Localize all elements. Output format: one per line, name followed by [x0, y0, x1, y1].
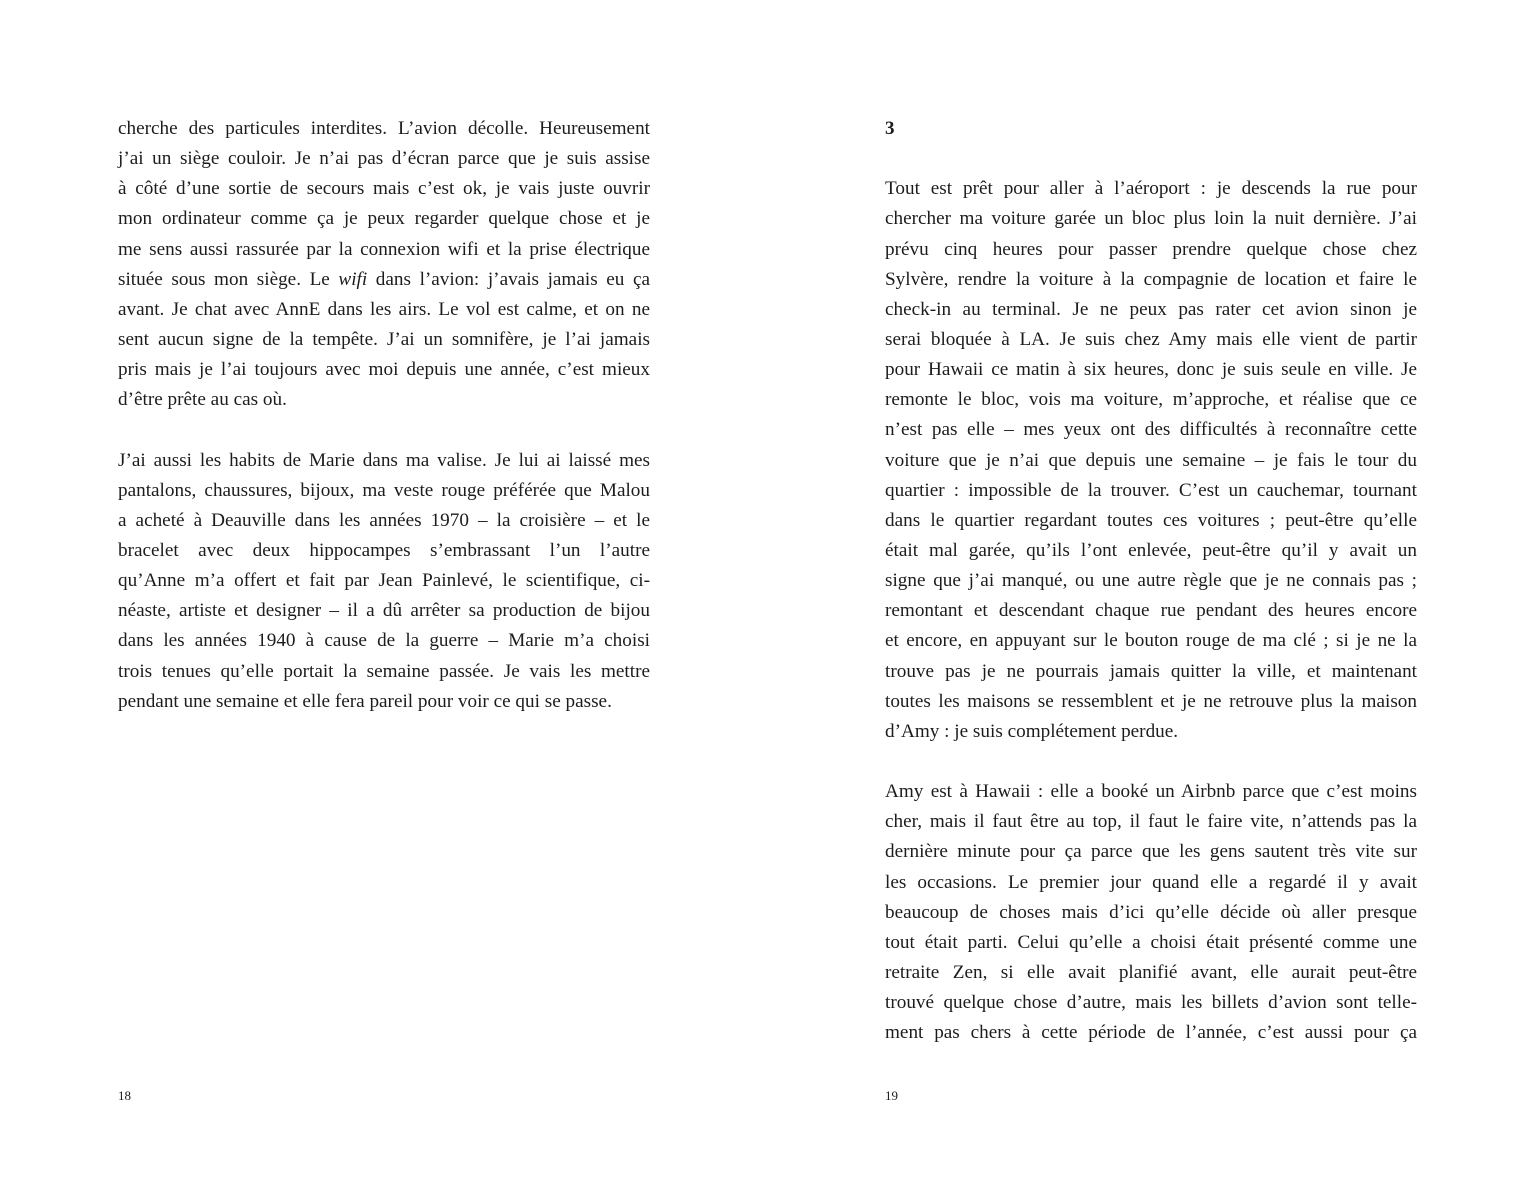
text-line: d’être prête au cas où.: [118, 389, 287, 411]
text-line: n’est pas elle – mes yeux ont des difficultés à reconnaître cette: [885, 419, 1417, 441]
paragraph-gap: [885, 144, 1417, 174]
text-line: dans le quartier regardant toutes ces voitures ; peut-être qu’elle: [885, 509, 1417, 531]
text-line: dernière minute pour ça parce que les gens sautent très vite sur: [885, 841, 1417, 863]
paragraph: [885, 777, 1417, 1048]
text-line: sent aucun signe de la tempête. J’ai un somnifère, je l’ai jamais: [118, 328, 650, 350]
paragraph: [885, 174, 1417, 747]
text-line: trouvé quelque chose d’autre, mais les billets d’avion sont telle-: [885, 992, 1417, 1014]
text-line: beaucoup de choses mais d’ici qu’elle décide où aller presque: [885, 901, 1417, 923]
text-line: signe que j’ai manqué, ou une autre règle que je ne connais pas ;: [885, 570, 1417, 592]
text-line: quartier : impossible de la trouver. C’est un cauchemar, tournant: [885, 479, 1417, 501]
text-line: bracelet avec deux hippocampes s’embrassant l’un l’autre: [118, 539, 650, 561]
text-line: check-in au terminal. Je ne peux pas rater cet avion sinon je: [885, 298, 1417, 320]
text-line: Sylvère, rendre la voiture à la compagnie de location et faire le: [885, 268, 1417, 290]
text-line: j’ai un siège couloir. Je n’ai pas d’écran parce que je suis assise: [118, 148, 650, 170]
text-line: retraite Zen, si elle avait planifié avant, elle aurait peut-être: [885, 961, 1417, 983]
text-line: pour Hawaii ce matin à six heures, donc je suis seule en ville. Je: [885, 359, 1417, 381]
text-line: serai bloquée à LA. Je suis chez Amy mais elle vient de partir: [885, 328, 1417, 350]
text-line: les occasions. Le premier jour quand elle a regardé il y avait: [885, 871, 1417, 893]
text-line: à côté d’une sortie de secours mais c’est ok, je vais juste ouvrir: [118, 178, 650, 200]
text-segment: située sous mon siège. Le: [118, 268, 339, 290]
paragraph-gap: [118, 415, 650, 445]
text-line: pris mais je l’ai toujours avec moi depuis une année, c’est mieux: [118, 359, 650, 381]
page-number: 18: [118, 1088, 131, 1103]
paragraph: [118, 446, 650, 717]
paragraph: [118, 114, 650, 415]
text-line: prévu cinq heures pour passer prendre quelque chose chez: [885, 238, 1417, 260]
text-line: Tout est prêt pour aller à l’aéroport : je descends la rue pour: [885, 178, 1417, 200]
text-line: chercher ma voiture garée un bloc plus loin la nuit dernière. J’ai: [885, 208, 1417, 230]
text-line: pendant une semaine et elle fera pareil pour voir ce qui se passe.: [118, 690, 612, 712]
text-line: cher, mais il faut être au top, il faut le faire vite, n’attends pas la: [885, 811, 1417, 833]
text-line: remonte le bloc, vois ma voiture, m’approche, et réalise que ce: [885, 389, 1417, 411]
paragraph-gap: [885, 747, 1417, 777]
text-line: était mal garée, qu’ils l’ont enlevée, peut-être qu’il y avait un: [885, 539, 1417, 561]
text-line: dans les années 1940 à cause de la guerre – Marie m’a choisi: [118, 630, 650, 652]
text-line: mon ordinateur comme ça je peux regarder quelque chose et je: [118, 208, 650, 230]
text-line: me sens aussi rassurée par la connexion wifi et la prise électrique: [118, 238, 650, 260]
text-line: ment pas chers à cette période de l’année, c’est aussi pour ça: [885, 1022, 1417, 1044]
text-line: Amy est à Hawaii : elle a booké un Airbnb parce que c’est moins: [885, 781, 1417, 803]
text-segment: dans l’avion: j’avais jamais eu ça: [367, 268, 650, 290]
text-line: d’Amy : je suis complétement perdue.: [885, 720, 1179, 742]
chapter-number: 3: [885, 118, 895, 139]
text-line: et encore, en appuyant sur le bouton rouge de ma clé ; si je ne la: [885, 630, 1417, 652]
page-text: [885, 114, 1417, 1048]
text-line: qu’Anne m’a offert et fait par Jean Painlevé, le scientifique, ci-: [118, 570, 650, 592]
text-line: néaste, artiste et designer – il a dû arrêter sa production de bijou: [118, 600, 650, 622]
text-line: J’ai aussi les habits de Marie dans ma valise. Je lui ai laissé mes: [118, 449, 650, 471]
text-line: [118, 265, 650, 295]
text-line: cherche des particules interdites. L’avion décolle. Heureusement: [118, 118, 650, 139]
italic-word: wifi: [338, 268, 368, 290]
text-line: remontant et descendant chaque rue pendant des heures encore: [885, 600, 1417, 622]
text-line: a acheté à Deauville dans les années 1970 – la croisière – et le: [118, 509, 650, 531]
text-line: avant. Je chat avec AnnE dans les airs. Le vol est calme, et on ne: [118, 298, 650, 320]
page-text: [118, 114, 650, 717]
text-line: tout était parti. Celui qu’elle a choisi était présenté comme une: [885, 931, 1417, 953]
page-number: 19: [885, 1088, 898, 1103]
text-line: voiture que je n’ai que depuis une semaine – je fais le tour du: [885, 449, 1417, 471]
text-line: pantalons, chaussures, bijoux, ma veste rouge préférée que Malou: [118, 479, 650, 501]
text-line: trouve pas je ne pourrais jamais quitter la ville, et maintenant: [885, 660, 1417, 682]
text-line: trois tenues qu’elle portait la semaine passée. Je vais les mettre: [118, 660, 650, 682]
text-line: toutes les maisons se ressemblent et je ne retrouve plus la maison: [885, 690, 1417, 712]
